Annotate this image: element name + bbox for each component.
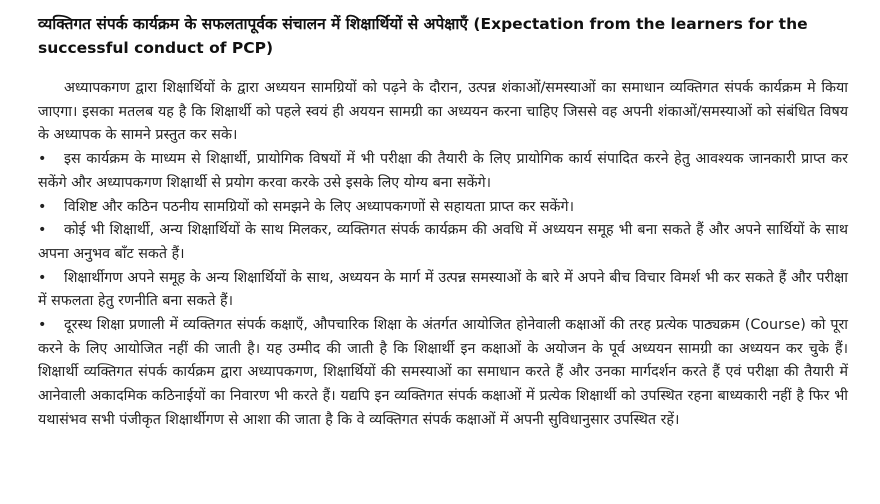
section-heading bbox=[38, 12, 848, 60]
list-item bbox=[38, 219, 848, 266]
list-item-text: शिक्षार्थीगण अपने समूह के अन्य शिक्षार्थियों के साथ, अध्ययन के मार्ग में उत्पन्न समस्याओं के बारे में अपने बीच विचार विमर्श भी कर सकते हैं और परीक्षा में सफलता हेतु रणनीति बना सकते हैं। bbox=[38, 269, 848, 310]
bullet-symbol: • bbox=[38, 151, 47, 168]
list-item bbox=[38, 148, 848, 195]
bullet-symbol: • bbox=[38, 198, 47, 215]
list-item bbox=[38, 314, 848, 433]
bullet-list bbox=[38, 148, 848, 432]
list-item-text: दूरस्थ शिक्षा प्रणाली में व्यक्तिगत संपर्क कक्षाएँ, औपचारिक शिक्षा के अंतर्गत आयोजित होनेवाली कक्षाओं की तरह प्रत्येक पाठ्यक्रम (Course) को पूरा करने के लिए आयोजित नहीं की जाती है। यह उम्मीद की जाती है कि शिक्षार्थी इन कक्षाओं के अयोजन के पूर्व अध्ययन सामग्री का अध्ययन कर चुके हैं। शिक्षार्थी व्यक्तिगत संपर्क कार्यक्रम द्वारा अध्यापकगण, शिक्षार्थियों की समस्याओं का समाधान करते हैं और उनका मार्गदर्शन करते हैं एवं परीक्षा की तैयारी में आनेवाली अकादमिक कठिनाईयों का निवारण भी करते हैं। यद्यपि इन व्यक्तिगत संपर्क कक्षाओं में प्रत्येक शिक्षार्थी को उपस्थित रहना बाध्यकारी नहीं है फिर भी यथासंभव सभी पंजीकृत शिक्षार्थीगण से आशा की जाता है कि वे व्यक्तिगत संपर्क कक्षाओं में अपनी सुविधानुसार उपस्थित रहें। bbox=[38, 317, 848, 428]
list-item-text: कोई भी शिक्षार्थी, अन्य शिक्षार्थियों के साथ मिलकर, व्यक्तिगत संपर्क कार्यक्रम की अवधि में अध्ययन समूह भी बना सकते हैं और अपने सार्थियों के साथ अपना अनुभव बाँट सकते हैं। bbox=[38, 222, 848, 262]
intro-paragraph: अध्यापकगण द्वारा शिक्षार्थियों के द्वारा अध्ययन सामग्रियों को पढ़ने के दौरान, उत्पन्न शंकाओं/समस्याओं का समाधान व्यक्तिगत संपर्क कार्यक्रम मे किया जाएगा। इसका मतलब यह है कि शिक्षार्थी को पहले स्वयं ही अययन सामग्री का अध्ययन करना चाहिए जिससे वह अपनी शंकाओं/समस्याओं को संबंधित विषय के अध्यापक के सामने प्रस्तुत कर सके। bbox=[38, 80, 848, 144]
list-item-text: इस कार्यक्रम के माध्यम से शिक्षार्थी, प्रायोगिक विषयों में भी परीक्षा की तैयारी के लिए प्रायोगिक कार्य संपादित करने हेतु आवश्यक जानकारी प्राप्त कर सकेंगे और अध्यापकगण शिक्षार्थी से प्रयोग करवा करके उसे इसके लिए योग्य बना सकेंगे। bbox=[38, 151, 848, 191]
list-item-text: विशिष्ट और कठिन पठनीय सामग्रियों को समझने के लिए अध्यापकगणों से सहायता प्राप्त कर सकेंगे। bbox=[64, 198, 574, 215]
section-body bbox=[38, 77, 848, 433]
list-item bbox=[38, 196, 848, 220]
bullet-symbol: • bbox=[38, 222, 47, 239]
bullet-symbol: • bbox=[38, 317, 47, 334]
list-item bbox=[38, 267, 848, 314]
heading-english: (Expectation from the learners for the successful conduct of PCP) bbox=[38, 15, 808, 57]
heading-hindi: व्यक्तिगत संपर्क कार्यक्रम के सफलतापूर्वक संचालन में शिक्षार्थियों से अपेक्षाएँ bbox=[38, 15, 469, 33]
bullet-symbol: • bbox=[38, 269, 47, 286]
